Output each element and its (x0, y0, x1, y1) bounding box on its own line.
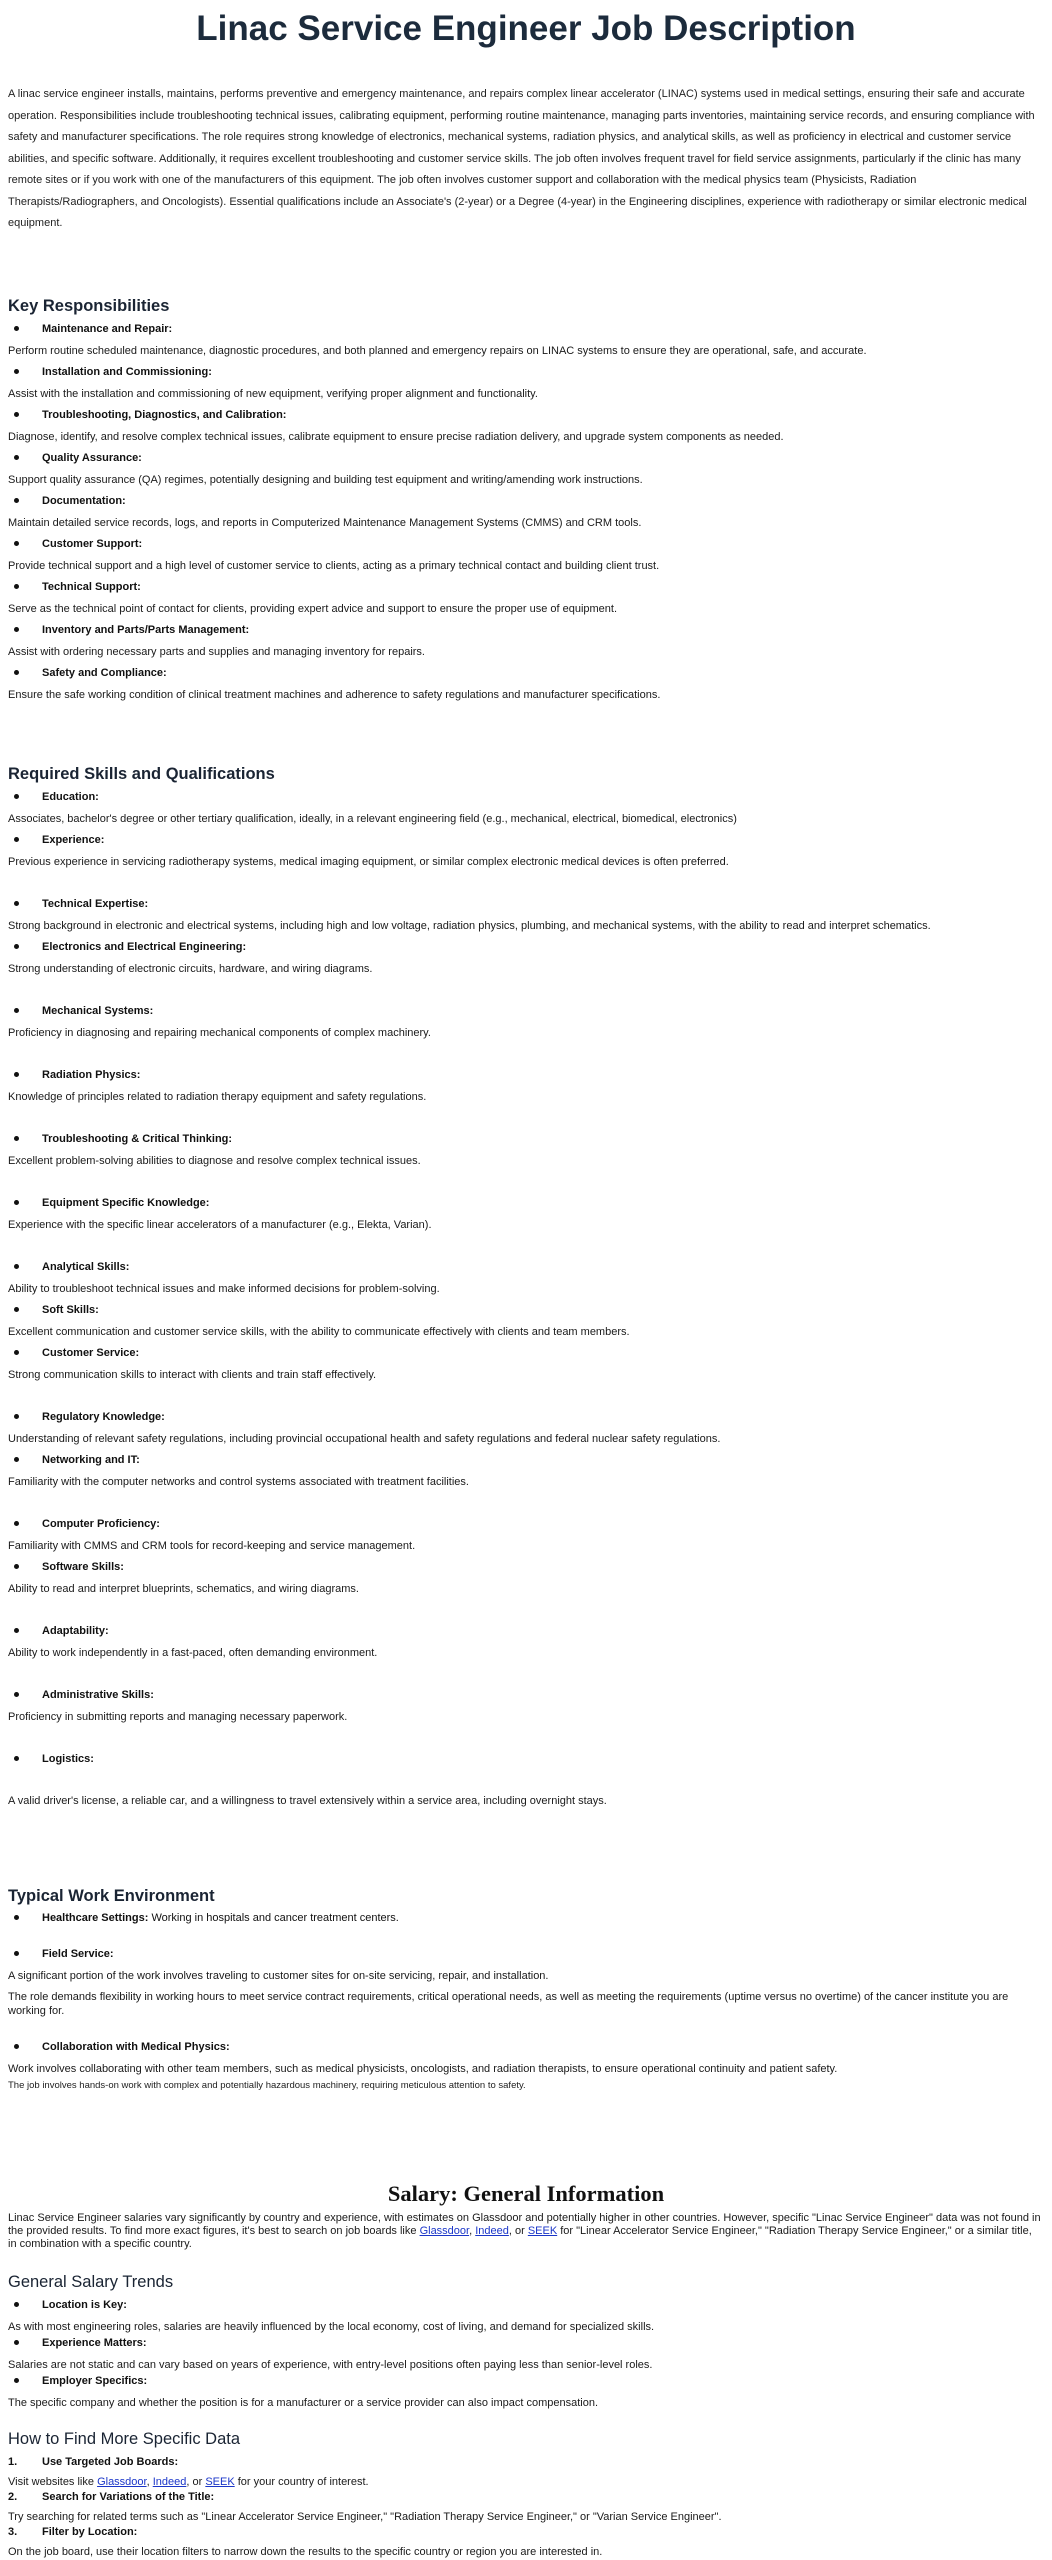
glassdoor-link[interactable]: Glassdoor (97, 2476, 147, 2488)
list-item-desc: Diagnose, identify, and resolve complex technical issues, calibrate equipment to ensure precise radiation delivery, and upgrade system components as needed. (8, 431, 784, 443)
list-item (8, 322, 1042, 358)
list-item (8, 2525, 1042, 2559)
list-item-desc: Ensure the safe working condition of clinical treatment machines and adherence to safety regulations and manufacturer specifications. (8, 689, 661, 701)
list-item-desc: Perform routine scheduled maintenance, diagnostic procedures, and both planned and emergency repairs on LINAC systems to ensure they are operational, safe, and accurate. (8, 345, 867, 357)
list-item-head: Safety and Compliance: (8, 666, 1042, 680)
list-item-head: Installation and Commissioning: (8, 365, 1042, 379)
list-item-desc: On the job board, use their location filters to narrow down the results to the specific country or region you are interested in. (8, 2546, 603, 2558)
list-item (8, 833, 1042, 869)
list-item-head: Regulatory Knowledge: (8, 1410, 1042, 1424)
list-item (8, 897, 1042, 933)
step-desc-text: Visit websites like (8, 2476, 98, 2488)
list-item-desc: Excellent problem-solving abilities to diagnose and resolve complex technical issues. (8, 1155, 421, 1167)
section-heading-find-data: How to Find More Specific Data (8, 2430, 241, 2448)
list-item (8, 537, 1042, 573)
salary-intro-text: for "Linear Accelerator Service Engineer," "Radiation Therapy Service Engineer," or a similar title, in combination with a specific country. (8, 2225, 1032, 2250)
list-item (8, 940, 1042, 976)
list-item-head: Field Service: (8, 1947, 1042, 1961)
list-item (8, 1453, 1042, 1489)
list-item-desc: Salaries are not static and can vary based on years of experience, with entry-level positions often paying less than senior-level roles. (8, 2359, 653, 2371)
list-item-desc: Understanding of relevant safety regulations, including provincial occupational health and safety regulations and federal nuclear safety regulations. (8, 1433, 721, 1445)
list-item-desc: As with most engineering roles, salaries are heavily influenced by the local economy, cost of living, and demand for specialized skills. (8, 2321, 655, 2333)
section-heading-salary: Salary: General Information (387, 2181, 665, 2206)
list-item-head: Computer Proficiency: (8, 1517, 1042, 1531)
list-item-desc: Maintain detailed service records, logs, and reports in Computerized Maintenance Management Systems (CMMS) and CRM tools. (8, 517, 642, 529)
list-item-desc: Ability to work independently in a fast-paced, often demanding environment. (8, 1647, 378, 1659)
list-item-desc: Familiarity with CMMS and CRM tools for record-keeping and service management. (8, 1540, 416, 1552)
list-item-desc: Strong understanding of electronic circuits, hardware, and wiring diagrams. (8, 963, 373, 975)
list-item-desc: Excellent communication and customer service skills, with the ability to communicate effectively with clients and team members. (8, 1326, 630, 1338)
list-item (8, 1947, 1042, 2018)
list-item-desc: Strong background in electronic and electrical systems, including high and low voltage, radiation physics, plumbing, and mechanical systems, with the ability to read and interpret schematics. (8, 920, 931, 932)
step-head: Search for Variations of the Title: (42, 2491, 215, 2503)
list-item-desc: Familiarity with the computer networks and control systems associated with treatment facilities. (8, 1476, 469, 1488)
list-item (8, 1688, 1042, 1724)
list-item-head: Experience: (8, 833, 1042, 847)
separator: , (146, 2476, 153, 2488)
list-item-head: Quality Assurance: (8, 451, 1042, 465)
section-heading-skills: Required Skills and Qualifications (8, 765, 275, 783)
list-item-desc: The specific company and whether the position is for a manufacturer or a service provider can also impact compensation. (8, 2397, 599, 2409)
list-item-desc: A significant portion of the work involves traveling to customer sites for on-site servicing, repair, and installation. (8, 1970, 549, 1982)
list-item-head: Soft Skills: (8, 1303, 1042, 1317)
step-number: 3. (8, 2526, 18, 2538)
list-item-desc: Try searching for related terms such as "Linear Accelerator Service Engineer," "Radiation Therapy Service Engineer," or "Varian Service Engineer". (8, 2511, 722, 2523)
list-item-desc: Knowledge of principles related to radiation therapy equipment and safety regulations. (8, 1091, 427, 1103)
list-item-desc: A valid driver's license, a reliable car, and a willingness to travel extensively within a service area, including overnight stays. (8, 1795, 607, 1807)
list-item (8, 1196, 1042, 1232)
list-item-head: Equipment Specific Knowledge: (8, 1196, 1042, 1210)
indeed-link[interactable]: Indeed (152, 2476, 187, 2488)
list-item-head: Maintenance and Repair: (8, 322, 1042, 336)
list-item (8, 2040, 1042, 2076)
list-item-desc: Provide technical support and a high level of customer service to clients, acting as a primary technical contact and building client trust. (8, 560, 660, 572)
list-item-desc: Strong communication skills to interact with clients and train staff effectively. (8, 1369, 377, 1381)
list-item (8, 790, 1042, 826)
list-item-head: Analytical Skills: (8, 1260, 1042, 1274)
salary-intro (8, 2212, 1042, 2251)
indeed-link[interactable]: Indeed (475, 2225, 509, 2237)
list-item-head: Employer Specifics: (8, 2374, 1042, 2388)
list-item-desc: Work involves collaborating with other team members, such as medical physicists, oncologists, and radiation therapists, to ensure operational continuity and patient safety. (8, 2063, 838, 2075)
list-item-head: Documentation: (8, 494, 1042, 508)
list-item-head: Mechanical Systems: (8, 1004, 1042, 1018)
list-item-head: Adaptability: (8, 1624, 1042, 1638)
list-item-head: Customer Service: (8, 1346, 1042, 1360)
list-item-head: Location is Key: (8, 2298, 1042, 2312)
list-item-head: Electronics and Electrical Engineering: (8, 940, 1042, 954)
list-item (8, 1260, 1042, 1296)
list-item-desc: Support quality assurance (QA) regimes, potentially designing and building test equipment and writing/amending work instructions. (8, 474, 643, 486)
list-item (8, 623, 1042, 659)
separator: , or (508, 2225, 528, 2237)
list-item-desc: Serve as the technical point of contact for clients, providing expert advice and support to ensure the proper use of equipment. (8, 603, 618, 615)
list-item (8, 2455, 1042, 2489)
list-item-head: Radiation Physics: (8, 1068, 1042, 1082)
list-item-desc: Assist with the installation and commissioning of new equipment, verifying proper alignment and functionality. (8, 388, 538, 400)
list-item-head: Technical Expertise: (8, 897, 1042, 911)
step-head: Filter by Location: (42, 2526, 138, 2538)
list-item (8, 1911, 1042, 1925)
list-item (8, 1624, 1042, 1660)
list-item-inline-desc: Working in hospitals and cancer treatment centers. (151, 1912, 399, 1924)
safety-note: The job involves hands-on work with complex and potentially hazardous machinery, requiring meticulous attention to safety. (8, 2080, 526, 2091)
step-number: 1. (8, 2456, 18, 2468)
list-item-desc (8, 2475, 1042, 2489)
list-item-desc: Experience with the specific linear accelerators of a manufacturer (e.g., Elekta, Varian). (8, 1219, 432, 1231)
list-item-desc: The role demands flexibility in working hours to meet service contract requirements, critical operational needs, as well as meeting the requirements (uptime versus no overtime) of the cancer institute you are working for. (8, 1991, 1009, 2017)
list-item (8, 494, 1042, 530)
list-item (8, 2336, 1042, 2372)
list-item (8, 1303, 1042, 1339)
list-item (8, 1752, 1042, 1808)
separator: , (469, 2225, 476, 2237)
list-item-desc: Assist with ordering necessary parts and supplies and managing inventory for repairs. (8, 646, 425, 658)
list-item (8, 2490, 1042, 2524)
list-item (8, 1068, 1042, 1104)
list-item-head-label: Healthcare Settings: (42, 1912, 149, 1924)
list-item (8, 1004, 1042, 1040)
list-item (8, 1346, 1042, 1382)
list-item-head: Experience Matters: (8, 2336, 1042, 2350)
list-item-head: Troubleshooting, Diagnostics, and Calibration: (8, 408, 1042, 422)
list-item (8, 1132, 1042, 1168)
list-item-desc: Previous experience in servicing radiotherapy systems, medical imaging equipment, or similar complex electronic medical devices is often preferred. (8, 856, 729, 868)
list-item-desc: Ability to read and interpret blueprints, schematics, and wiring diagrams. (8, 1583, 359, 1595)
separator: , or (186, 2476, 206, 2488)
list-item (8, 1560, 1042, 1596)
seek-link[interactable]: SEEK (205, 2476, 235, 2488)
list-item (8, 408, 1042, 444)
section-heading-work-environment: Typical Work Environment (8, 1887, 215, 1905)
list-item-head: Networking and IT: (8, 1453, 1042, 1467)
list-item-head: Inventory and Parts/Parts Management: (8, 623, 1042, 637)
list-item-head: Customer Support: (8, 537, 1042, 551)
list-item-desc: Proficiency in diagnosing and repairing mechanical components of complex machinery. (8, 1027, 431, 1039)
list-item-head (8, 2490, 1042, 2504)
step-number: 2. (8, 2491, 18, 2503)
list-item-head: Logistics: (8, 1752, 1042, 1766)
step-head: Use Targeted Job Boards: (42, 2456, 179, 2468)
list-item-head: Technical Support: (8, 580, 1042, 594)
list-item-desc: Associates, bachelor's degree or other tertiary qualification, ideally, in a relevant engineering field (e.g., mechanical, electrical, biomedical, electronics) (8, 813, 737, 825)
list-item-head (8, 1911, 1042, 1925)
glassdoor-link[interactable]: Glassdoor (419, 2225, 470, 2237)
seek-link[interactable]: SEEK (527, 2225, 558, 2237)
list-item (8, 666, 1042, 702)
list-item (8, 365, 1042, 401)
list-item-head: Education: (8, 790, 1042, 804)
section-heading-key-responsibilities: Key Responsibilities (8, 297, 170, 315)
step-desc-text: for your country of interest. (234, 2476, 369, 2488)
list-item (8, 2374, 1042, 2410)
list-item (8, 1410, 1042, 1446)
list-item (8, 451, 1042, 487)
list-item-desc: Proficiency in submitting reports and managing necessary paperwork. (8, 1711, 348, 1723)
page-title: Linac Service Engineer Job Description (196, 9, 856, 48)
list-item-head: Collaboration with Medical Physics: (8, 2040, 1042, 2054)
list-item (8, 1517, 1042, 1553)
list-item-desc: Ability to troubleshoot technical issues and make informed decisions for problem-solving. (8, 1283, 440, 1295)
list-item-head: Administrative Skills: (8, 1688, 1042, 1702)
list-item-head (8, 2525, 1042, 2539)
intro-paragraph: A linac service engineer installs, maintains, performs preventive and emergency maintenance, and repairs complex linear accelerator (LINAC) systems used in medical settings, ensuring their safe and accurate operation. Responsibilities include troubleshooting technical issues, calibrating equipment, performing routine maintenance, managing parts inventories, maintaining service records, and ensuring compliance with safety and manufacturer specifications. The role requires strong knowledge of electronics, mechanical systems, radiation physics, and analytical skills, as well as proficiency in electrical and customer service abilities, and specific software. Additionally, it requires excellent troubleshooting and customer service skills. The job often involves frequent travel for field service assignments, particularly if the clinic has many remote sites or if you work with one of the manufacturers of this equipment. The job often involves customer support and collaboration with the medical physics team (Physicists, Radiation Therapists/Radiographers, and Oncologists). Essential qualifications include an Associate's (2-year) or a Degree (4-year) in the Engineering disciplines, experience with radiotherapy or similar electronic medical equipment. (8, 88, 1035, 229)
section-heading-salary-trends: General Salary Trends (8, 2273, 174, 2291)
list-item (8, 580, 1042, 616)
list-item-head (8, 2455, 1042, 2469)
list-item-head: Troubleshooting & Critical Thinking: (8, 1132, 1042, 1146)
salary-intro-text: Linac Service Engineer salaries vary significantly by country and experience, with estimates on Glassdoor and potentially higher in other countries. However, specific "Linac Service Engineer" data was not found in the provided results. To find more exact figures, it's best to search on job boards like (8, 2212, 1041, 2237)
list-item-head: Software Skills: (8, 1560, 1042, 1574)
list-item (8, 2298, 1042, 2334)
